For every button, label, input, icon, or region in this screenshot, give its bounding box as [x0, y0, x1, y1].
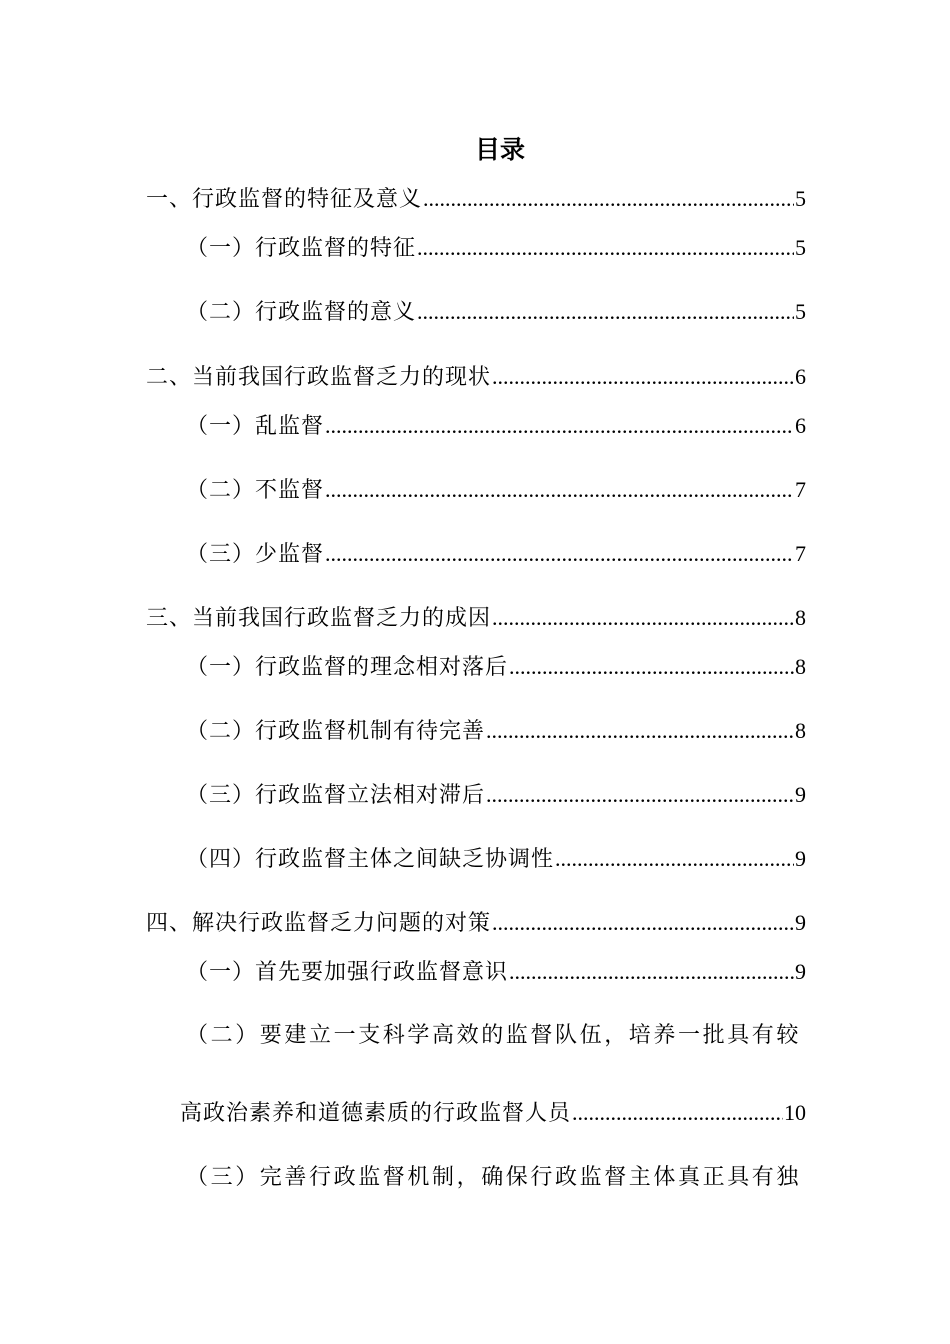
- toc-entry-page: 9: [795, 782, 806, 807]
- toc-entry-line1[interactable]: （二）要建立一支科学高效的监督队伍，培养一批具有较: [186, 1023, 802, 1048]
- toc-entry-page: 8: [795, 718, 806, 743]
- toc-entry-text: （二）行政监督机制有待完善: [186, 719, 486, 744]
- toc-entry-text: （四）行政监督主体之间缺乏协调性: [186, 847, 555, 872]
- toc-entry-page: 6: [795, 413, 806, 438]
- dot-leader: [325, 537, 794, 571]
- toc-entry[interactable]: [186, 537, 806, 572]
- dot-leader: [492, 906, 794, 940]
- toc-entry-page: 9: [795, 910, 806, 935]
- toc-entry-page: 8: [795, 654, 806, 679]
- toc-entry[interactable]: [146, 182, 806, 217]
- toc-entry-text: 三、当前我国行政监督乏力的成因: [146, 606, 492, 631]
- dot-leader: [509, 955, 794, 989]
- toc-entry[interactable]: [186, 650, 806, 685]
- toc-entry-text: （一）首先要加强行政监督意识: [186, 960, 509, 985]
- toc-entry-page: 5: [795, 235, 806, 260]
- dot-leader: [486, 714, 794, 748]
- dot-leader: [325, 473, 794, 507]
- toc-entry-page: 7: [795, 541, 806, 566]
- toc-entry-text: （三）少监督: [186, 542, 325, 567]
- dot-leader: [555, 842, 794, 876]
- toc-entry[interactable]: [186, 955, 806, 990]
- toc-entry-line1[interactable]: （三）完善行政监督机制，确保行政监督主体真正具有独: [186, 1165, 802, 1190]
- toc-entry-text: （一）行政监督的理念相对落后: [186, 655, 509, 680]
- dot-leader: [572, 1096, 783, 1130]
- toc-entry[interactable]: [186, 842, 806, 877]
- toc-entry-page: 8: [795, 605, 806, 630]
- toc-entry-text: 四、解决行政监督乏力问题的对策: [146, 911, 492, 936]
- toc-entry-text: 高政治素养和道德素质的行政监督人员: [180, 1101, 572, 1126]
- dot-leader: [492, 601, 794, 635]
- dot-leader: [492, 360, 794, 394]
- dot-leader: [509, 650, 794, 684]
- toc-entry-text: （一）乱监督: [186, 414, 325, 439]
- toc-entry[interactable]: [180, 1096, 806, 1131]
- toc-entry-page: 6: [795, 364, 806, 389]
- toc-entry-text: 一、行政监督的特征及意义: [146, 187, 423, 212]
- toc-entry-page: 7: [795, 477, 806, 502]
- toc-title: 目录: [474, 135, 525, 164]
- toc-entry-text: （二）不监督: [186, 478, 325, 503]
- dot-leader: [417, 231, 794, 265]
- toc-entry[interactable]: [146, 601, 806, 636]
- toc-entry-page: 5: [795, 299, 806, 324]
- toc-entry[interactable]: [186, 778, 806, 813]
- toc-entry-text: （三）行政监督立法相对滞后: [186, 783, 486, 808]
- toc-entry-text: （一）行政监督的特征: [186, 236, 417, 261]
- dot-leader: [423, 182, 794, 216]
- dot-leader: [486, 778, 794, 812]
- toc-entry[interactable]: [186, 295, 806, 330]
- toc-entry-page: 9: [795, 846, 806, 871]
- toc-entry-text: 二、当前我国行政监督乏力的现状: [146, 365, 492, 390]
- toc-entry[interactable]: [186, 409, 806, 444]
- toc-entry[interactable]: [186, 473, 806, 508]
- toc-entry-page: 5: [795, 186, 806, 211]
- toc-entry-page: 9: [795, 959, 806, 984]
- toc-entry-page: 10: [784, 1100, 806, 1125]
- toc-entry[interactable]: [186, 231, 806, 266]
- toc-entry[interactable]: [146, 360, 806, 395]
- toc-entry[interactable]: [146, 906, 806, 941]
- dot-leader: [417, 295, 794, 329]
- toc-entry-text: （二）行政监督的意义: [186, 300, 417, 325]
- toc-entry[interactable]: [186, 714, 806, 749]
- dot-leader: [325, 409, 794, 443]
